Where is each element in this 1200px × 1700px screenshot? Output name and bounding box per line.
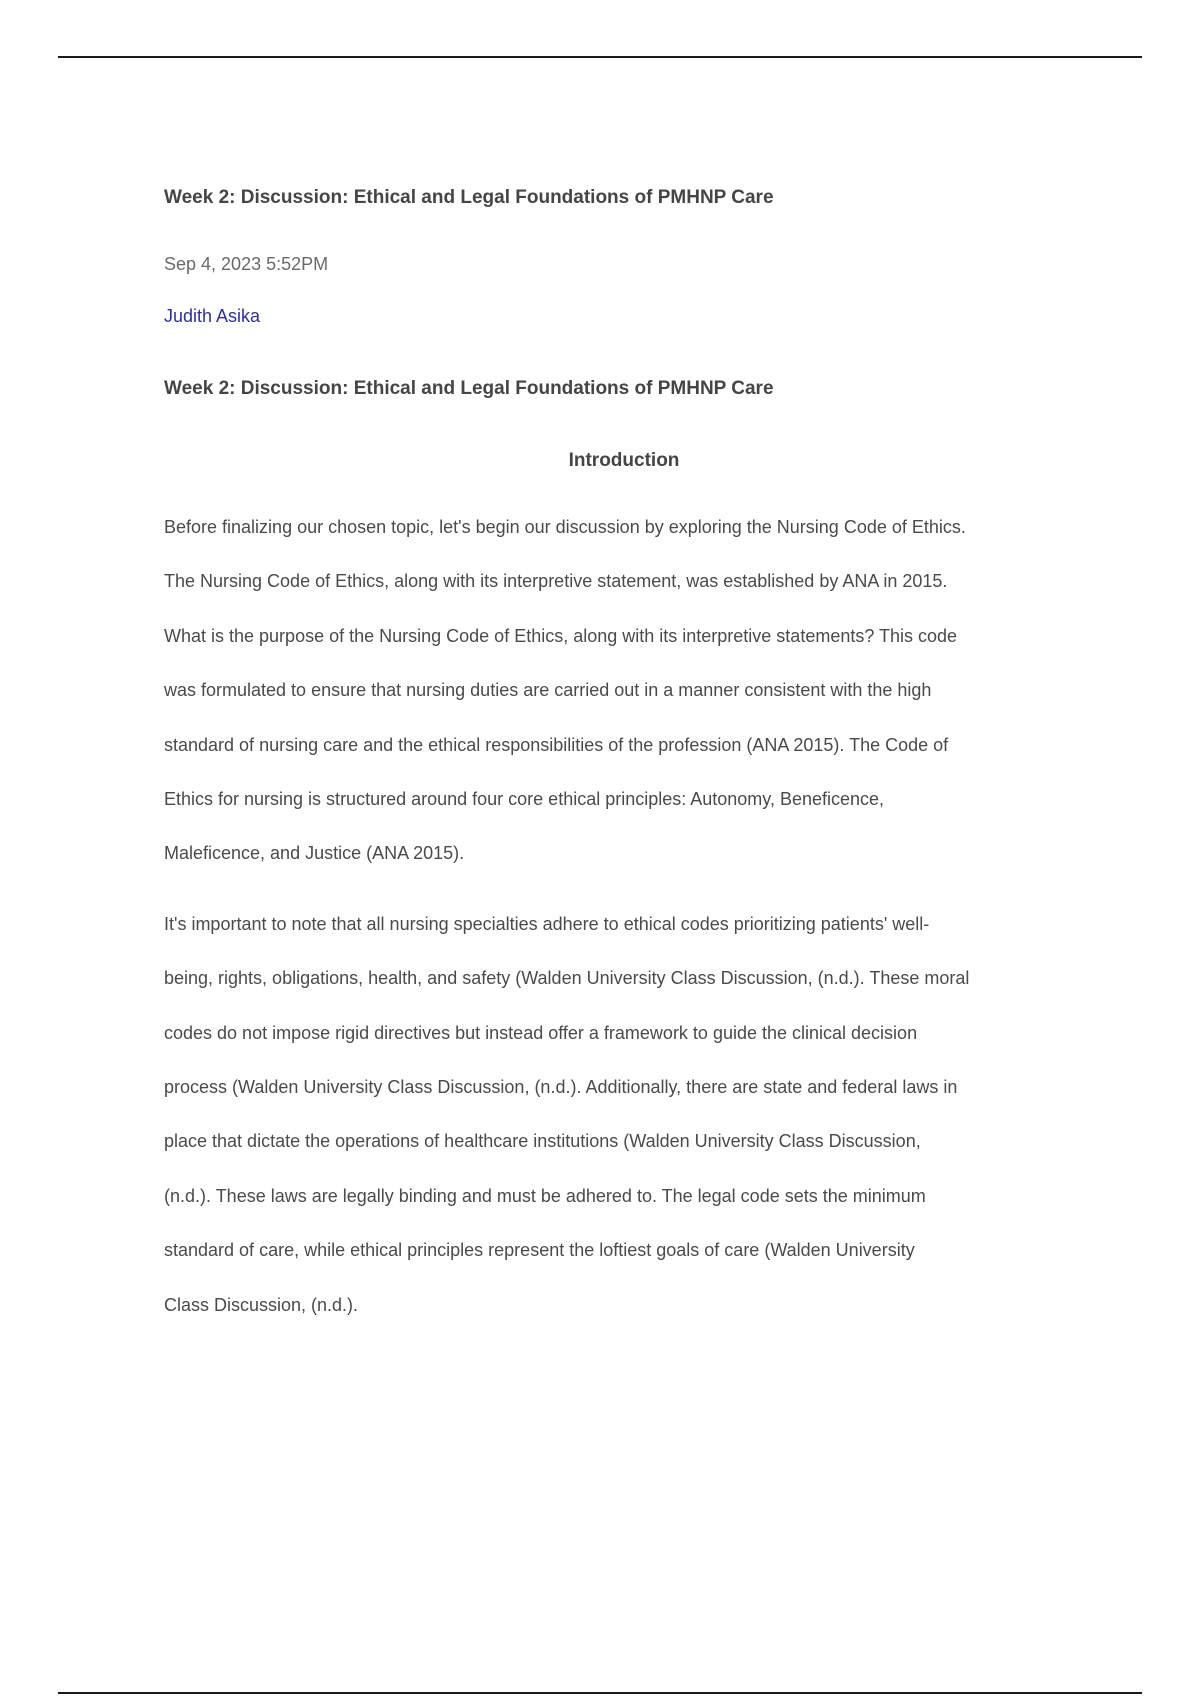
paragraph-line: codes do not impose rigid directives but instead offer a framework to guide the clinical decision — [164, 1022, 918, 1043]
paragraph-line: standard of nursing care and the ethical responsibilities of the profession (ANA 2015). The Code of — [164, 734, 949, 755]
section-heading: Introduction — [568, 450, 680, 471]
paragraph-line: process (Walden University Class Discussion, (n.d.). Additionally, there are state and federal laws in — [164, 1077, 958, 1098]
paragraph-line: It's important to note that all nursing specialties adhere to ethical codes prioritizing patients' well- — [164, 913, 930, 934]
paragraph-line: Before finalizing our chosen topic, let's begin our discussion by exploring the Nursing Code of Ethics. — [164, 517, 966, 537]
paragraph-line: The Nursing Code of Ethics, along with its interpretive statement, was established by ANA in 2015. — [164, 571, 948, 592]
paragraph-line: being, rights, obligations, health, and safety (Walden University Class Discussion, (n.d.). These moral — [164, 968, 970, 989]
author-link[interactable]: Judith Asika — [164, 306, 261, 326]
paragraph-line: standard of care, while ethical principles represent the loftiest goals of care (Walden University — [164, 1240, 915, 1261]
document-title: Week 2: Discussion: Ethical and Legal Foundations of PMHNP Care — [164, 187, 774, 208]
post-title: Week 2: Discussion: Ethical and Legal Foundations of PMHNP Care — [164, 378, 774, 399]
paragraph-1 — [164, 500, 1084, 881]
paragraph-line: (n.d.). These laws are legally binding and must be adhered to. The legal code sets the minimum — [164, 1185, 926, 1206]
paragraph-line: Maleficence, and Justice (ANA 2015). — [164, 843, 465, 864]
top-rule — [58, 56, 1142, 58]
paragraph-2 — [164, 897, 1084, 1332]
paragraph-line: place that dictate the operations of healthcare institutions (Walden University Class Discussion, — [164, 1131, 921, 1152]
post-date: Sep 4, 2023 5:52PM — [164, 254, 329, 274]
paragraph-line: Class Discussion, (n.d.). — [164, 1294, 359, 1315]
paragraph-line: What is the purpose of the Nursing Code of Ethics, along with its interpretive statements? This code — [164, 625, 958, 646]
document-body — [164, 183, 1084, 1332]
paragraph-line: was formulated to ensure that nursing duties are carried out in a manner consistent with the high — [164, 680, 932, 701]
bottom-rule — [58, 1692, 1142, 1694]
paragraph-line: Ethics for nursing is structured around four core ethical principles: Autonomy, Beneficence, — [164, 789, 885, 810]
